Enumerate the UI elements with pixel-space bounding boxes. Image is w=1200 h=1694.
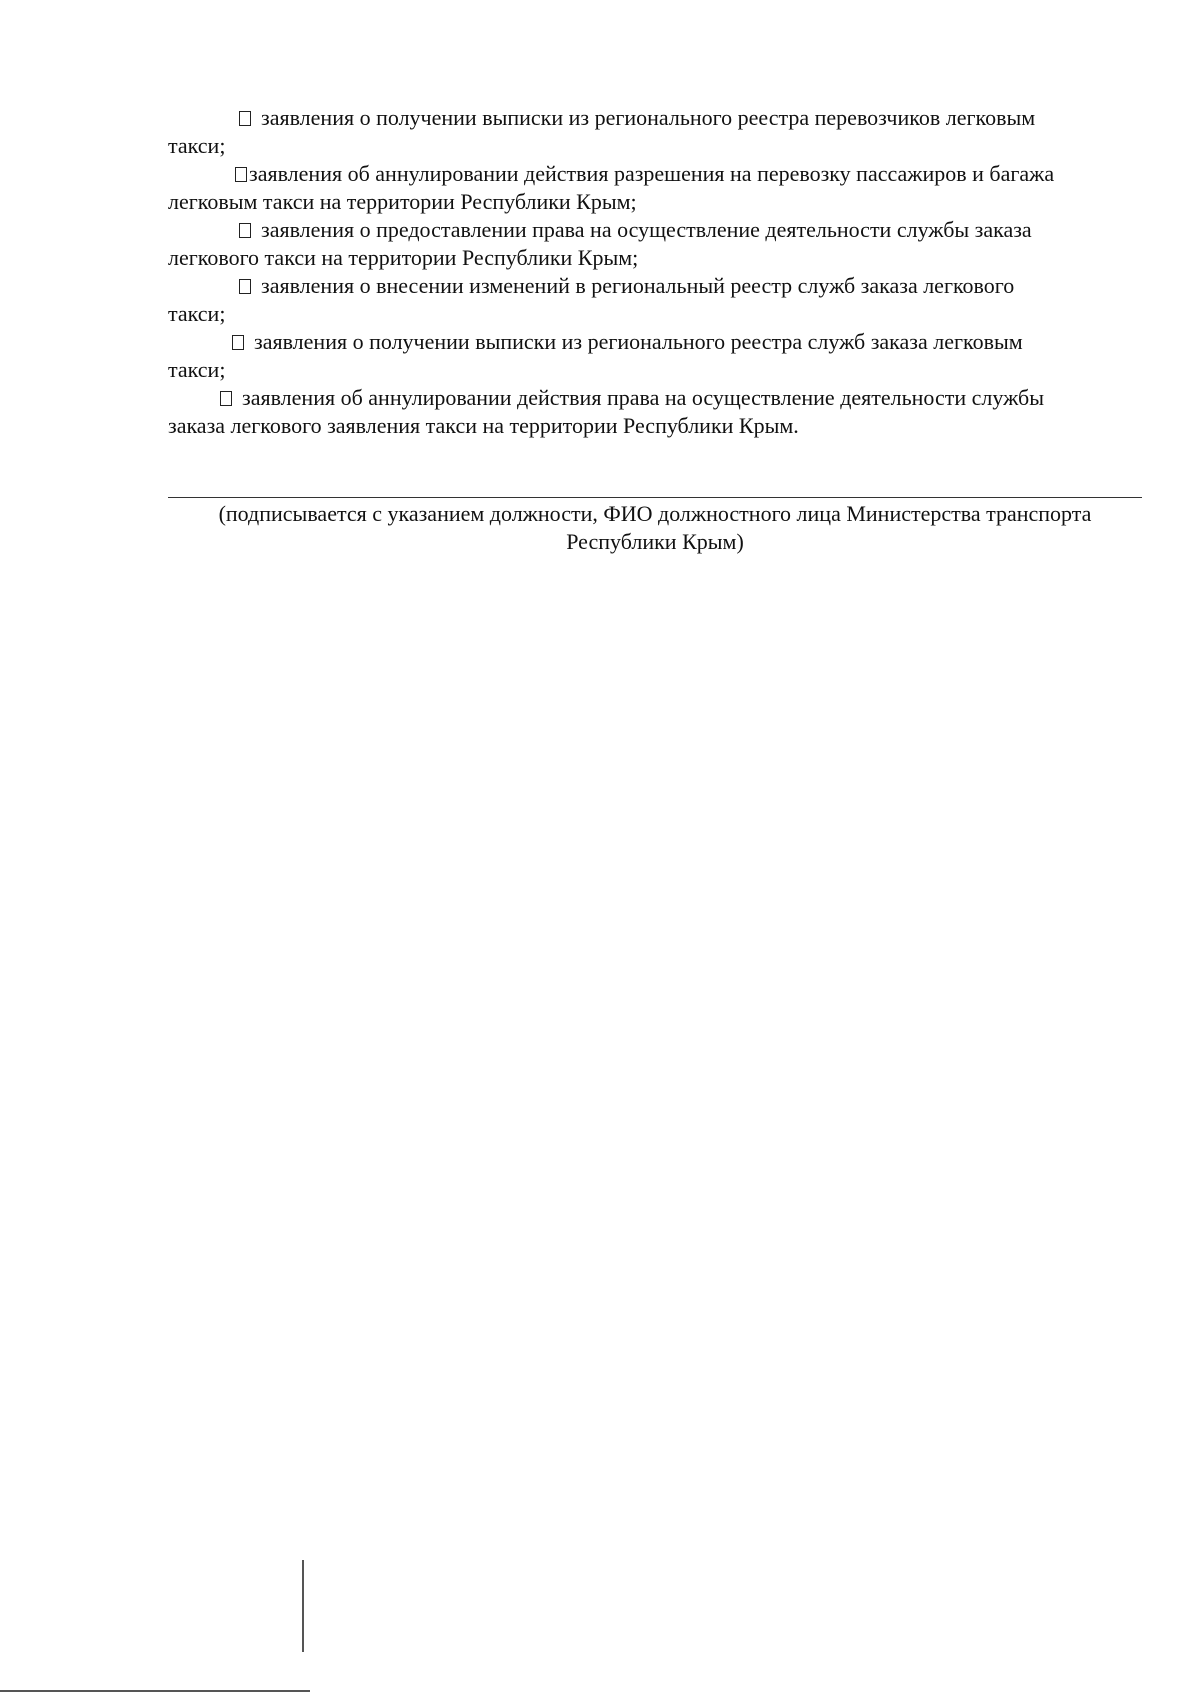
checkbox-icon[interactable] <box>239 223 251 238</box>
list-item <box>168 216 1142 272</box>
list-item-text: заявления о получении выписки из регионального реестра служб заказа легковым <box>254 329 1023 354</box>
list-item-continuation: такси; <box>168 357 226 382</box>
list-item-continuation: такси; <box>168 133 226 158</box>
checkbox-icon[interactable] <box>232 335 244 350</box>
list-item-continuation: легковым такси на территории Республики Крым; <box>168 189 637 214</box>
list-item <box>168 160 1142 216</box>
list-item-text: заявления о предоставлении права на осуществление деятельности службы заказа <box>261 217 1032 242</box>
checkbox-icon[interactable] <box>220 391 232 406</box>
checkbox-list <box>168 104 1142 440</box>
list-item-text: заявления об аннулировании действия разрешения на перевозку пассажиров и багажа <box>249 161 1055 186</box>
checkbox-icon[interactable] <box>239 279 251 294</box>
signature-line <box>168 497 1142 498</box>
scan-artifact-horizontal-line <box>0 1690 310 1692</box>
scan-artifact-vertical-line <box>302 1560 304 1652</box>
list-item-text: заявления о внесении изменений в региональный реестр служб заказа легкового <box>261 273 1015 298</box>
list-item-continuation: такси; <box>168 301 226 326</box>
list-item <box>168 384 1142 440</box>
list-item-text: заявления о получении выписки из регионального реестра перевозчиков легковым <box>261 105 1036 130</box>
list-item-text: заявления об аннулировании действия права на осуществление деятельности службы <box>242 385 1044 410</box>
list-item <box>168 104 1142 160</box>
signature-caption-line2: Республики Крым) <box>566 529 744 554</box>
signature-caption-line1: (подписывается с указанием должности, ФИО должностного лица Министерства транспорта <box>218 501 1092 526</box>
checkbox-icon[interactable] <box>239 111 251 126</box>
checkbox-icon[interactable] <box>235 167 247 182</box>
list-item <box>168 272 1142 328</box>
list-item-continuation: заказа легкового заявления такси на территории Республики Крым. <box>168 413 799 438</box>
list-item-continuation: легкового такси на территории Республики Крым; <box>168 245 639 270</box>
signature-caption <box>168 500 1142 556</box>
list-item <box>168 328 1142 384</box>
